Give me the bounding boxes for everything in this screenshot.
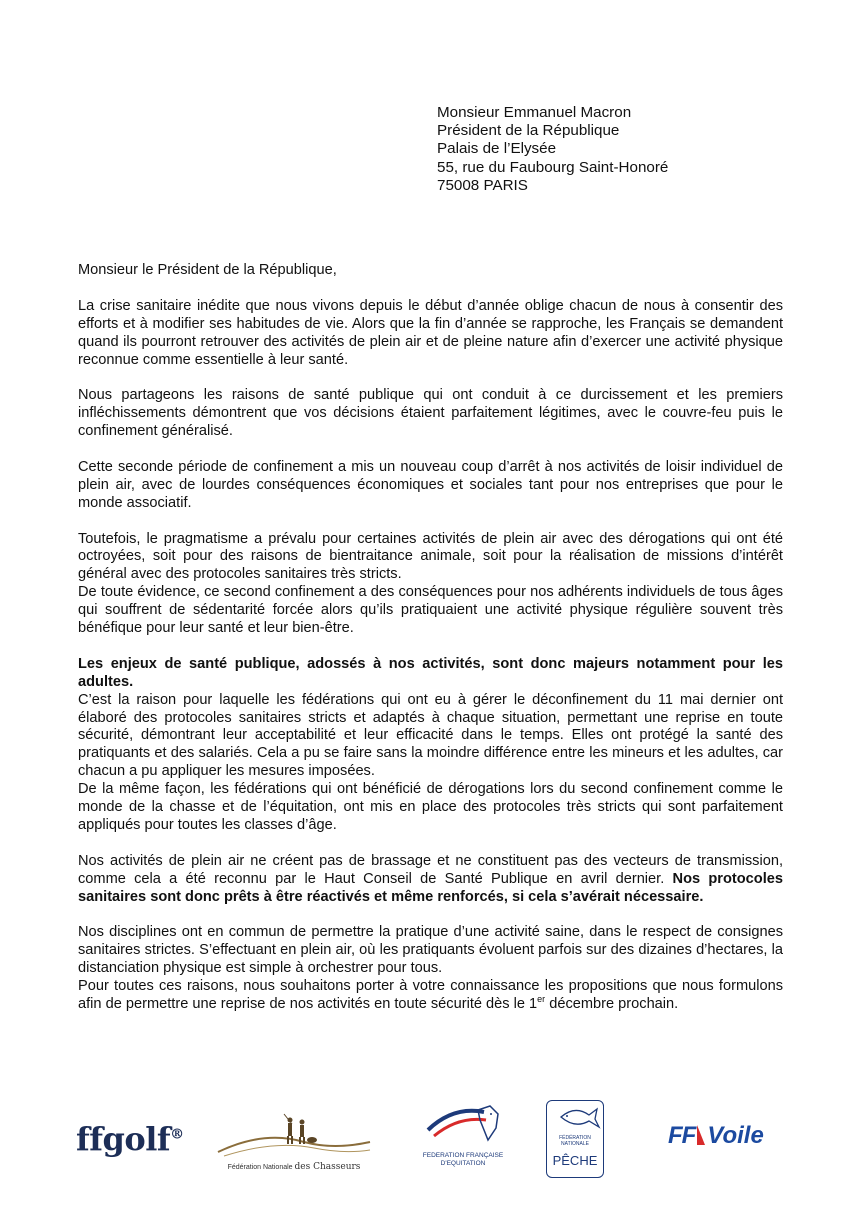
chasseurs-logo-caption — [214, 1162, 374, 1172]
paragraph-9-text: Nos activités de plein air ne créent pas de brassage et ne constituent pas des vecteurs de transmission, comme cela a été reconnu par le Haut Conseil de Santé Publique en avril dernier. — [78, 852, 783, 887]
equitation-logo — [418, 1100, 508, 1180]
ffgolf-logo — [76, 1120, 184, 1158]
equitation-logo-text: FEDERATION FRANÇAISE D'EQUITATION — [422, 1152, 504, 1167]
paragraph-7: C’est la raison pour laquelle les fédérations qui ont eu à gérer le déconfinement du 11 mai dernier ont élaboré des protocoles sanitaires stricts et adaptés à chaque situation, permettant une reprise en toute sécurité, démontrant leur acceptabilité et leur efficacité dans le temps. Elles ont protégé la santé des pratiquants et des salariés. Cela a pu se faire sans la moindre différence entre les mineurs et les adultes, car chacun a pu appliquer les mesures imposées. — [78, 691, 783, 780]
paragraph-11-text-b: décembre prochain. — [545, 996, 679, 1013]
horse-head-icon — [418, 1100, 508, 1150]
ffvoile-logo-voile: Voile — [707, 1122, 764, 1149]
letter-body — [78, 262, 783, 1014]
hunters-landscape-icon — [214, 1112, 374, 1162]
paragraph-11 — [78, 978, 783, 1014]
recipient-street: 55, rue du Faubourg Saint-Honoré — [437, 158, 669, 176]
peche-logo-small: FÉDÉRATION NATIONALE — [559, 1135, 591, 1147]
chasseurs-logo-small: Fédération Nationale — [227, 1164, 293, 1171]
recipient-place: Palais de l’Elysée — [437, 140, 557, 158]
peche-logo — [546, 1100, 604, 1178]
paragraph-3: Cette seconde période de confinement a mis un nouveau coup d’arrêt à nos activités de loisir individuel de plein air, avec de lourdes conséquences économiques et sociales tant pour nos entreprises que pour le monde associatif. — [78, 458, 783, 511]
paragraph-11-text-a: Pour toutes ces raisons, nous souhaitons porter à votre connaissance les propositions que nous formulons afin de permettre une reprise de nos activités en toute sécurité dès le 1 — [78, 978, 783, 1013]
paragraph-6-bold: Les enjeux de santé publique, adossés à nos activités, sont donc majeurs notamment pour les adultes. — [78, 655, 783, 690]
paragraph-11-sup: er — [537, 994, 546, 1005]
fish-icon — [547, 1101, 603, 1133]
paragraph-5: De toute évidence, ce second confinement a des conséquences pour nos adhérents individuels de tous âges qui souffrent de sédentarité forcée alors qu’ils pratiquaient une activité physique régulière souvent très bénéfique pour leur santé et leur bien-être. — [78, 584, 783, 637]
recipient-title: Président de la République — [437, 122, 620, 140]
chasseurs-logo — [214, 1112, 374, 1172]
ffvoile-logo — [668, 1122, 764, 1150]
paragraph-10: Nos disciplines ont en commun de permettre la pratique d’une activité saine, dans le respect de consignes sanitaires strictes. S’effectuant en plein air, où les pratiquants évoluent parfois sur des dizaines d’hectares, la distanciation physique est simple à orchestrer pour tous. — [78, 924, 783, 977]
paragraph-9 — [78, 853, 783, 907]
recipient-address — [437, 104, 668, 195]
recipient-city: 75008 PARIS — [437, 176, 528, 194]
chasseurs-logo-big: des Chasseurs — [294, 1162, 361, 1172]
paragraph-9-bold: Nos protocoles sanitaires sont donc prêts à être réactivés et même renforcés, si cela s’avérait nécessaire. — [78, 870, 783, 905]
ffgolf-mark-icon: ® — [170, 1126, 184, 1143]
partner-logos — [0, 1092, 860, 1182]
salutation: Monsieur le Président de la République, — [78, 262, 337, 278]
peche-logo-big: PÊCHE — [552, 1153, 598, 1168]
paragraph-2: Nous partageons les raisons de santé publique qui ont conduit à ce durcissement et les premiers infléchissements démontrent que vos décisions étaient parfaitement légitimes, avec le couvre-feu puis le confinement généralisé. — [78, 387, 783, 440]
recipient-name: Monsieur Emmanuel Macron — [437, 104, 632, 121]
ffvoile-logo-ff: FF — [668, 1122, 696, 1149]
paragraph-8: De la même façon, les fédérations qui ont bénéficié de dérogations lors du second confinement comme le monde de la chasse et de l’équitation, ont mis en place des protocoles très stricts qui sont parfaitement appliqués pour toutes les classes d’âge. — [78, 781, 783, 834]
sail-icon — [695, 1123, 707, 1147]
ffgolf-logo-text: ffgolf — [76, 1120, 171, 1158]
paragraph-4: Toutefois, le pragmatisme a prévalu pour certaines activités de plein air avec des dérogations qui ont été octroyées, soit pour des raisons de bientraitance animale, soit pour la réalisation de missions d’intérêt général avec des protocoles sanitaires très stricts. — [78, 530, 783, 583]
paragraph-1: La crise sanitaire inédite que nous vivons depuis le début d’année oblige chacun de nous à consentir des efforts et à modifier ses habitudes de vie. Alors que la fin d’année se rapproche, les Français se demandent quand ils pourront retrouver des activités de plein air et de pleine nature afin d’exercer une activité physique reconnue comme essentielle à leur santé. — [78, 297, 783, 368]
